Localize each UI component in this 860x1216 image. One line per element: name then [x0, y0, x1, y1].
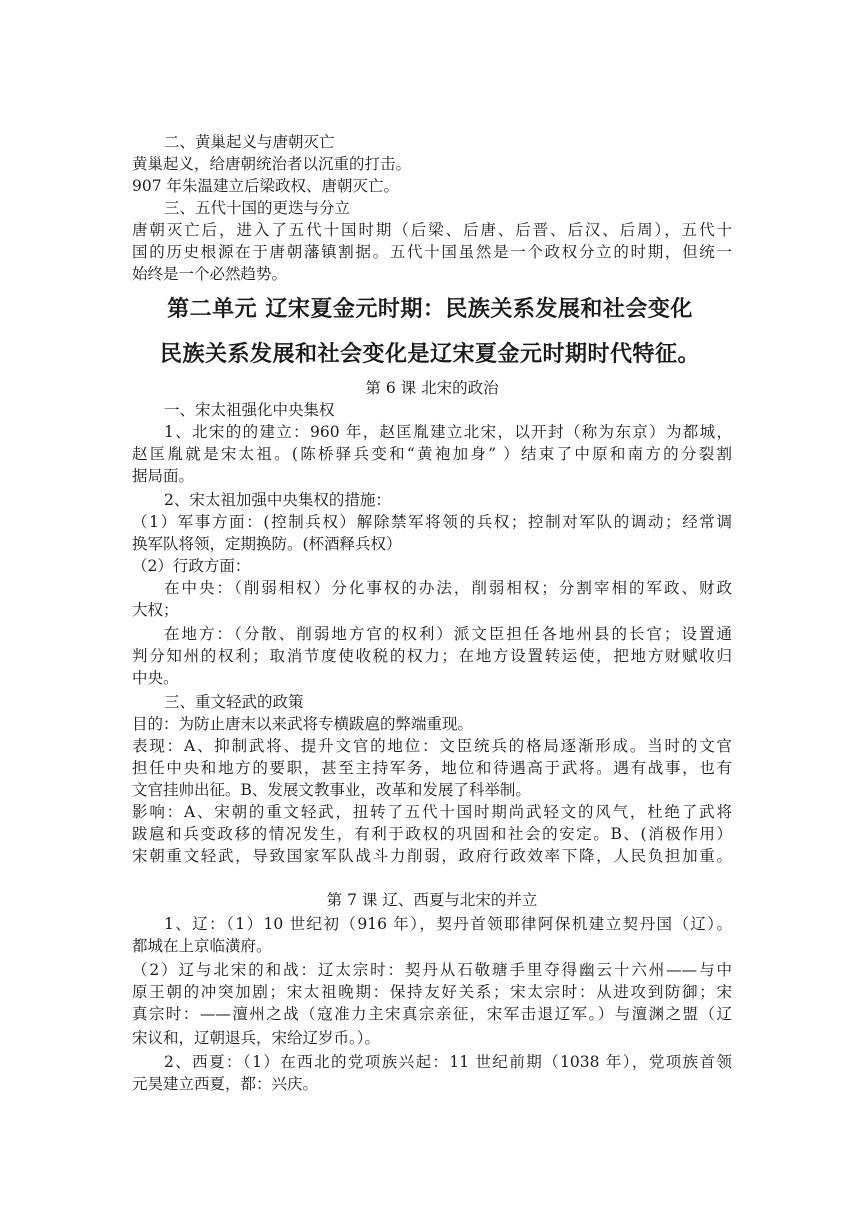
paragraph-line: 在地方：（分散、削弱地方官的权利）派文臣担任各地州县的长官；设置通 — [164, 625, 732, 643]
paragraph-line: 文官挂帅出征。B、发展文教事业，改革和发展了科举制。 — [132, 781, 531, 799]
paragraph-line: 1、辽：（1）10 世纪初（916 年），契丹首领耶律阿保机建立契丹国（辽）。 — [164, 915, 732, 933]
section-heading: 一、宋太祖强化中央集权 — [164, 401, 335, 419]
paragraph-line: （2）行政方面： — [132, 557, 251, 575]
paragraph-line: 黄巢起义，给唐朝统治者以沉重的打击。 — [132, 155, 412, 173]
paragraph-line: 影响：A、宋朝的重文轻武，扭转了五代十国时期尚武轻文的风气，杜绝了武将 — [132, 803, 732, 821]
paragraph-line: 都城在上京临潢府。 — [132, 937, 272, 955]
lesson-title: 第 6 课 北宋的政治 — [365, 379, 499, 397]
paragraph-line: 国的历史根源在于唐朝藩镇割据。五代十国虽然是一个政权分立的时期，但统一 — [132, 243, 732, 261]
paragraph-line: 原王朝的冲突加剧；宋太祖晚期：保持友好关系；宋太宗时：从进攻到防御；宋 — [132, 983, 732, 1001]
section-heading: 三、五代十国的更迭与分立 — [164, 199, 351, 217]
unit-subtitle: 民族关系发展和社会变化是辽宋夏金元时期时代特征。 — [159, 342, 700, 367]
paragraph-line: 大权； — [132, 601, 179, 619]
paragraph-line: 2、西夏：（1）在西北的党项族兴起：11 世纪前期（1038 年），党项族首领 — [164, 1053, 732, 1071]
paragraph-line: 据局面。 — [132, 467, 195, 485]
section-heading: 2、宋太祖加强中央集权的措施： — [164, 491, 391, 509]
paragraph-line: 担任中央和地方的要职，甚至主持军务，地位和待遇高于武将。遇有战事，也有 — [132, 759, 732, 777]
paragraph-line: 元昊建立西夏，都：兴庆。 — [132, 1075, 319, 1093]
paragraph-line: 宋朝重文轻武，导致国家军队战斗力削弱，政府行政效率下降，人民负担加重。 — [132, 847, 732, 865]
paragraph-line: 目的：为防止唐末以来武将专横跋扈的弊端重现。 — [132, 715, 474, 733]
paragraph-line: 判分知州的权利；取消节度使收税的权力；在地方设置转运使，把地方财赋收归 — [132, 647, 732, 665]
paragraph-line: 换军队将领，定期换防。(杯酒释兵权） — [132, 535, 402, 553]
paragraph-line: 宋议和，辽朝退兵，宋给辽岁币。）。 — [132, 1029, 381, 1047]
unit-title: 第二单元 辽宋夏金元时期：民族关系发展和社会变化 — [167, 297, 693, 322]
paragraph-line: 真宗时：——澶州之战（寇准力主宋真宗亲征，宋军击退辽军。）与澶渊之盟（辽 — [132, 1005, 732, 1023]
paragraph-line: 跋扈和兵变政移的情况发生，有利于政权的巩固和社会的安定。B、(消极作用） — [132, 825, 732, 843]
paragraph-line: 中央。 — [132, 669, 179, 687]
paragraph-line: （1）军事方面：(控制兵权）解除禁军将领的兵权；控制对军队的调动；经常调 — [132, 513, 732, 531]
paragraph-line: 唐朝灭亡后，进入了五代十国时期（后梁、后唐、后晋、后汉、后周），五代十 — [132, 221, 732, 239]
section-heading: 三、重文轻武的政策 — [164, 693, 304, 711]
paragraph-line: 表现：A、抑制武将、提升文官的地位：文臣统兵的格局逐渐形成。当时的文官 — [132, 737, 732, 755]
paragraph-line: 1、北宋的的建立：960 年，赵匡胤建立北宋，以开封（称为东京）为都城， — [164, 423, 732, 441]
paragraph-line: 始终是一个必然趋势。 — [132, 265, 288, 283]
paragraph-line: （2）辽与北宋的和战：辽太宗时：契丹从石敬瑭手里夺得幽云十六州——与中 — [132, 961, 732, 979]
paragraph-line: 赵匡胤就是宋太祖。(陈桥驿兵变和“黄袍加身” ）结束了中原和南方的分裂割 — [132, 445, 732, 463]
section-heading: 二、黄巢起义与唐朝灭亡 — [164, 133, 335, 151]
paragraph-line: 907 年朱温建立后梁政权、唐朝灭亡。 — [132, 177, 400, 195]
paragraph-line: 在中央：（削弱相权）分化事权的办法，削弱相权；分割宰相的军政、财政 — [164, 579, 732, 597]
lesson-title: 第 7 课 辽、西夏与北宋的并立 — [326, 891, 538, 909]
